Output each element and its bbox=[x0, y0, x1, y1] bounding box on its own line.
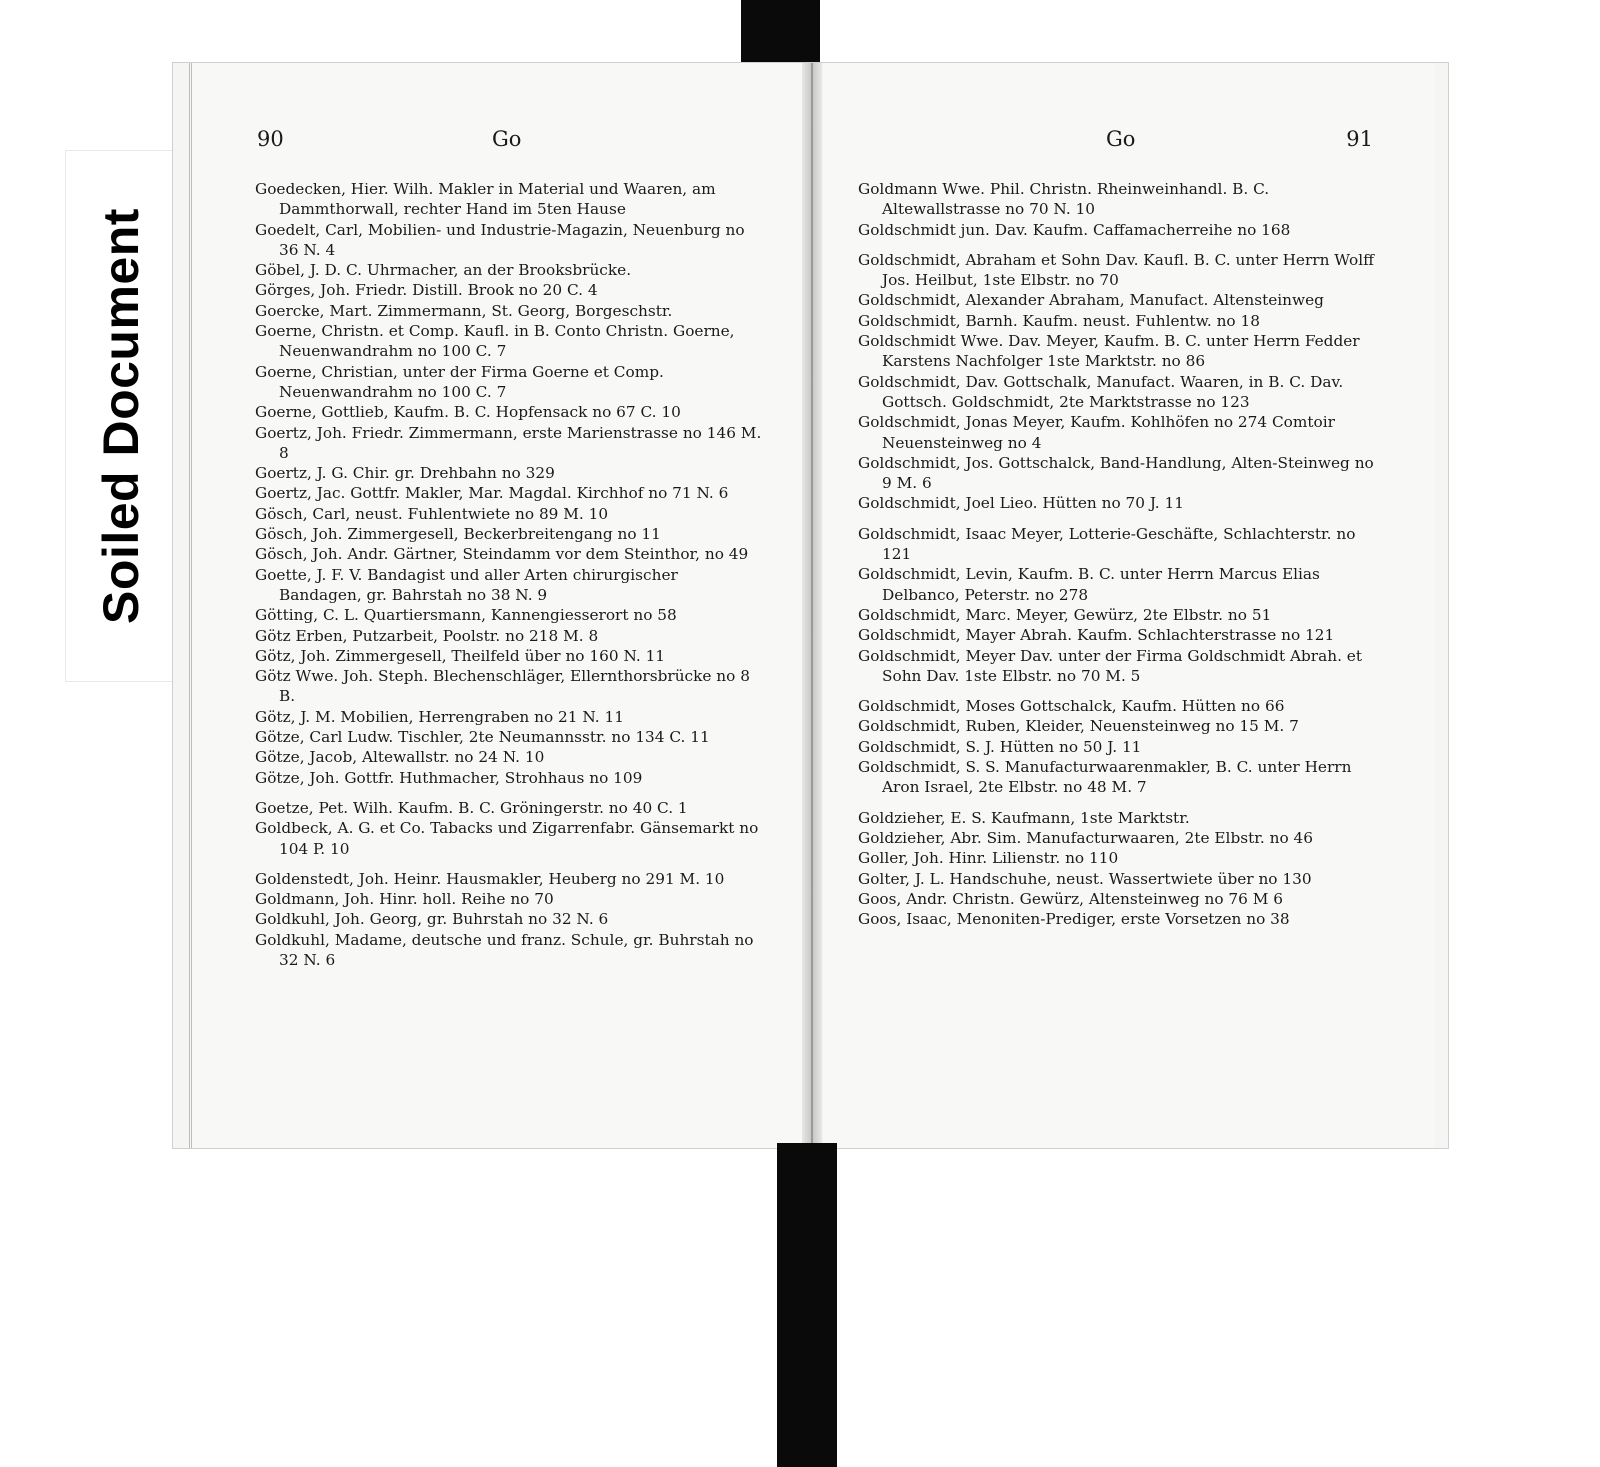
directory-entry: Goercke, Mart. Zimmermann, St. Georg, Borgeschstr. bbox=[255, 301, 673, 320]
directory-entry: Goldschmidt, Jonas Meyer, Kaufm. Kohlhöfen no 274 Comtoir Neuensteinweg no 4 bbox=[858, 413, 1335, 452]
directory-entry: Goetze, Pet. Wilh. Kaufm. B. C. Gröningerstr. no 40 C. 1 bbox=[255, 798, 688, 817]
book-gutter bbox=[802, 63, 822, 1148]
left-page-number: 90 bbox=[257, 127, 284, 151]
directory-entry: Gösch, Carl, neust. Fuhlentwiete no 89 M. 10 bbox=[255, 504, 609, 523]
directory-entry: Goertz, Joh. Friedr. Zimmermann, erste Marienstrasse no 146 M. 8 bbox=[255, 423, 762, 462]
directory-entry: Götz, J. M. Mobilien, Herrengraben no 21 N. 11 bbox=[255, 707, 624, 726]
directory-entry: Gösch, Joh. Zimmergesell, Beckerbreitengang no 11 bbox=[255, 525, 661, 544]
binding-strip-bottom bbox=[777, 1143, 837, 1467]
directory-entry: Götz Erben, Putzarbeit, Poolstr. no 218 M. 8 bbox=[255, 626, 599, 645]
directory-entry: Goldschmidt, Meyer Dav. unter der Firma Goldschmidt Abrah. et Sohn Dav. 1ste Elbstr. no 70 M. 5 bbox=[858, 646, 1362, 685]
directory-entry: Götting, C. L. Quartiersmann, Kannengiesserort no 58 bbox=[255, 606, 677, 625]
left-running-head bbox=[192, 127, 804, 157]
left-directory-entries bbox=[255, 179, 765, 970]
directory-entry: Goldschmidt, Marc. Meyer, Gewürz, 2te Elbstr. no 51 bbox=[858, 605, 1272, 624]
directory-entry: Goldschmidt, Mayer Abrah. Kaufm. Schlachterstrasse no 121 bbox=[858, 626, 1335, 645]
directory-entry: Goldschmidt, Dav. Gottschalk, Manufact. Waaren, in B. C. Dav. Gottsch. Goldschmidt, 2te Marktstrasse no 123 bbox=[858, 372, 1344, 411]
directory-entry: Goos, Isaac, Menoniten-Prediger, erste Vorsetzen no 38 bbox=[858, 910, 1290, 929]
directory-entry: Goldschmidt, Jos. Gottschalck, Band-Handlung, Alten-Steinweg no 9 M. 6 bbox=[858, 453, 1374, 493]
directory-entry: Goldschmidt, Joel Lieo. Hütten no 70 J. 11 bbox=[858, 494, 1184, 513]
directory-entry: Goldzieher, E. S. Kaufmann, 1ste Marktstr. bbox=[858, 808, 1190, 827]
directory-entry: Goldbeck, A. G. et Co. Tabacks und Zigarrenfabr. Gänsemarkt no 104 P. 10 bbox=[255, 819, 759, 858]
directory-entry: Götze, Jacob, Altewallstr. no 24 N. 10 bbox=[255, 748, 545, 767]
directory-entry: Goldschmidt, Abraham et Sohn Dav. Kaufl. B. C. unter Herrn Wolff Jos. Heilbut, 1ste Elbstr. no 70 bbox=[858, 250, 1374, 290]
directory-entry: Goldschmidt Wwe. Dav. Meyer, Kaufm. B. C. unter Herrn Fedder Karstens Nachfolger 1ste Marktstr. no 86 bbox=[858, 332, 1360, 371]
directory-entry: Goldzieher, Abr. Sim. Manufacturwaaren, 2te Elbstr. no 46 bbox=[858, 828, 1313, 847]
directory-entry: Götze, Carl Ludw. Tischler, 2te Neumannsstr. no 134 C. 11 bbox=[255, 728, 710, 747]
directory-entry: Goerne, Christn. et Comp. Kaufl. in B. Conto Christn. Goerne, Neuenwandrahm no 100 C. 7 bbox=[255, 322, 735, 361]
directory-entry: Goldschmidt, Isaac Meyer, Lotterie-Geschäfte, Schlachterstr. no 121 bbox=[858, 524, 1356, 564]
right-page bbox=[823, 63, 1435, 1148]
directory-entry: Goldkuhl, Madame, deutsche und franz. Schule, gr. Buhrstah no 32 N. 6 bbox=[255, 930, 754, 969]
right-running-head bbox=[823, 127, 1435, 157]
book-spread bbox=[172, 62, 1449, 1149]
directory-entry: Goldkuhl, Joh. Georg, gr. Buhrstah no 32 N. 6 bbox=[255, 910, 609, 929]
directory-entry: Görges, Joh. Friedr. Distill. Brook no 20 C. 4 bbox=[255, 281, 598, 300]
directory-entry: Goette, J. F. V. Bandagist und aller Arten chirurgischer Bandagen, gr. Bahrstah no 38 N. 9 bbox=[255, 565, 678, 604]
directory-entry: Gösch, Joh. Andr. Gärtner, Steindamm vor dem Steinthor, no 49 bbox=[255, 545, 749, 564]
directory-entry: Goldschmidt, S. J. Hütten no 50 J. 11 bbox=[858, 737, 1142, 756]
directory-entry: Goldschmidt, Levin, Kaufm. B. C. unter Herrn Marcus Elias Delbanco, Peterstr. no 278 bbox=[858, 565, 1320, 604]
right-directory-entries bbox=[858, 179, 1383, 929]
left-page bbox=[189, 63, 804, 1148]
directory-entry: Goldschmidt, Alexander Abraham, Manufact. Altensteinweg bbox=[858, 291, 1324, 310]
directory-entry: Goedelt, Carl, Mobilien- und Industrie-Magazin, Neuenburg no 36 N. 4 bbox=[255, 220, 745, 259]
directory-entry: Goldenstedt, Joh. Heinr. Hausmakler, Heuberg no 291 M. 10 bbox=[255, 869, 725, 888]
directory-entry: Goldschmidt, Barnh. Kaufm. neust. Fuhlentw. no 18 bbox=[858, 311, 1260, 330]
right-header-word: Go bbox=[1106, 127, 1136, 151]
directory-entry: Goldschmidt, S. S. Manufacturwaarenmakler, B. C. unter Herrn Aron Israel, 2te Elbstr. no 48 M. 7 bbox=[858, 758, 1352, 797]
directory-entry: Göbel, J. D. C. Uhrmacher, an der Brooksbrücke. bbox=[255, 261, 632, 280]
stamp-label: Soiled Document bbox=[93, 208, 149, 624]
directory-entry: Goertz, J. G. Chir. gr. Drehbahn no 329 bbox=[255, 464, 555, 483]
directory-entry: Goldschmidt jun. Dav. Kaufm. Caffamacherreihe no 168 bbox=[858, 220, 1291, 239]
directory-entry: Goller, Joh. Hinr. Lilienstr. no 110 bbox=[858, 849, 1119, 868]
directory-entry: Goldschmidt, Moses Gottschalck, Kaufm. Hütten no 66 bbox=[858, 697, 1285, 716]
right-page-number: 91 bbox=[1346, 127, 1373, 151]
directory-entry: Goldmann Wwe. Phil. Christn. Rheinweinhandl. B. C. Altewallstrasse no 70 N. 10 bbox=[858, 180, 1270, 219]
directory-entry: Goos, Andr. Christn. Gewürz, Altensteinweg no 76 M 6 bbox=[858, 889, 1284, 908]
directory-entry: Götze, Joh. Gottfr. Huthmacher, Strohhaus no 109 bbox=[255, 768, 643, 787]
left-header-word: Go bbox=[492, 127, 522, 151]
directory-entry: Goerne, Christian, unter der Firma Goerne et Comp. Neuenwandrahm no 100 C. 7 bbox=[255, 362, 664, 401]
directory-entry: Götz, Joh. Zimmergesell, Theilfeld über no 160 N. 11 bbox=[255, 646, 666, 665]
directory-entry: Goedecken, Hier. Wilh. Makler in Material und Waaren, am Dammthorwall, rechter Hand im 5ten Hause bbox=[255, 180, 716, 219]
directory-entry: Goldmann, Joh. Hinr. holl. Reihe no 70 bbox=[255, 890, 554, 909]
directory-entry: Götz Wwe. Joh. Steph. Blechenschläger, Ellernthorsbrücke no 8 B. bbox=[255, 667, 750, 706]
soiled-document-stamp bbox=[65, 150, 177, 682]
directory-entry: Goldschmidt, Ruben, Kleider, Neuensteinweg no 15 M. 7 bbox=[858, 717, 1299, 736]
directory-entry: Goerne, Gottlieb, Kaufm. B. C. Hopfensack no 67 C. 10 bbox=[255, 403, 681, 422]
directory-entry: Golter, J. L. Handschuhe, neust. Wassertwiete über no 130 bbox=[858, 869, 1312, 888]
directory-entry: Goertz, Jac. Gottfr. Makler, Mar. Magdal. Kirchhof no 71 N. 6 bbox=[255, 484, 729, 503]
